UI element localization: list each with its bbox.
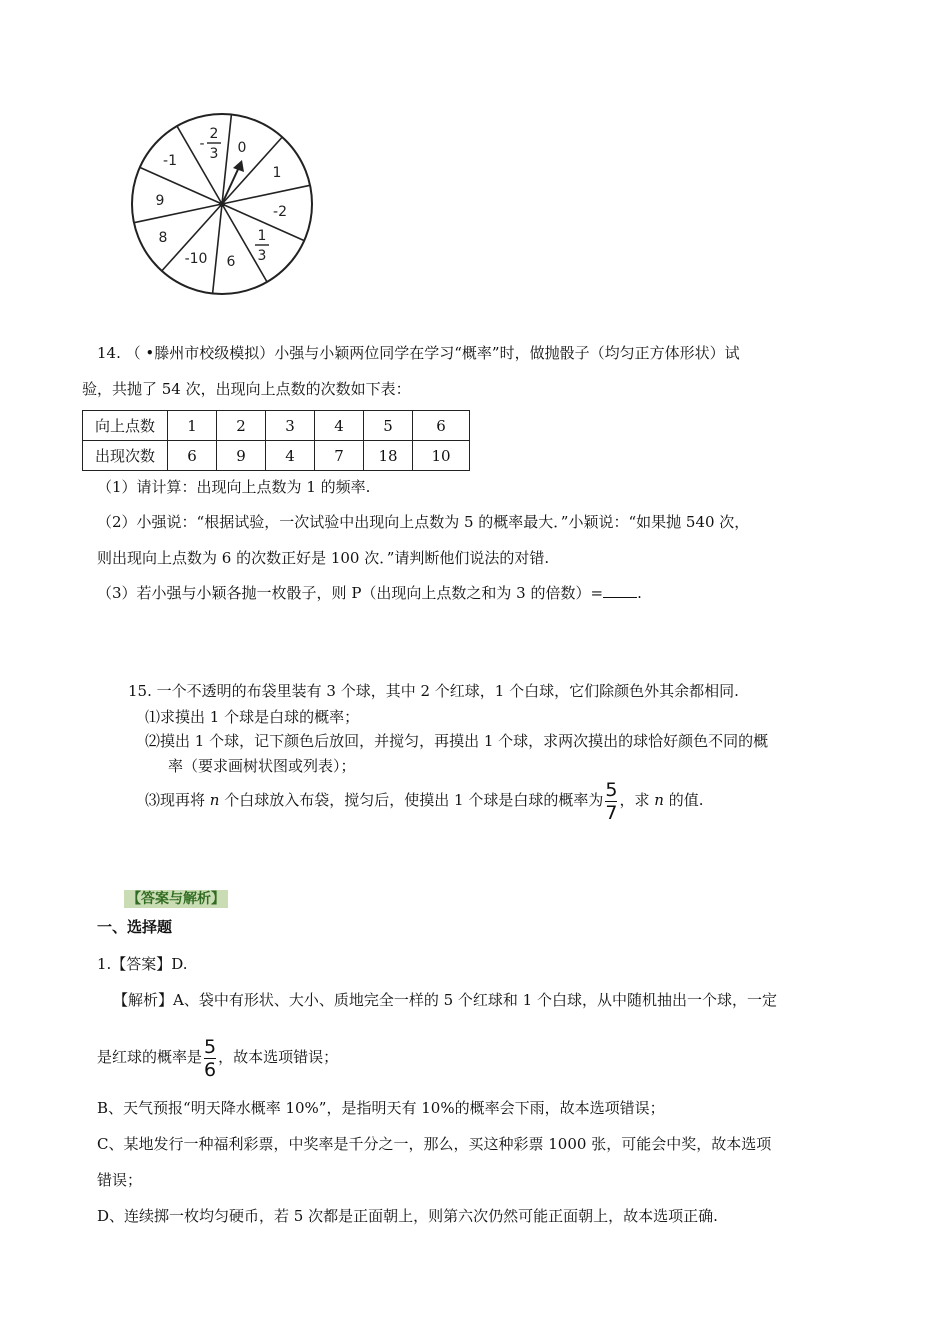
sector-label-5: -10 xyxy=(184,251,208,267)
q14-part3-end: . xyxy=(637,584,642,602)
frequency-table xyxy=(82,410,470,471)
q14-part2b: 则出现向上点数为 6 的次数正好是 100 次．”请判断他们说法的对错. xyxy=(97,549,550,567)
table-cell: 2 xyxy=(217,411,266,441)
option-d: D、连续掷一枚均匀硬币，若 5 次都是正面朝上，则第六次仍然可能正面朝上，故本选项正确. xyxy=(97,1207,718,1225)
q15-part2b: 率（要求画树状图或列表）； xyxy=(168,757,356,775)
fraction-five-sixths xyxy=(204,1037,216,1080)
q14-part3 xyxy=(97,583,642,603)
option-c-line1: C、某地发行一种福利彩票，中奖率是千分之一，那么，买这种彩票 1000 张，可能会中奖，故本选项 xyxy=(97,1135,772,1153)
q15-part3 xyxy=(145,778,703,823)
q15-line1: 15. 一个不透明的布袋里装有 3 个球，其中 2 个红球，1 个白球，它们除颜色外其余都相同. xyxy=(128,682,739,700)
fraction-denominator: 7 xyxy=(605,801,618,824)
table-cell: 6 xyxy=(413,411,470,441)
q14-line1: 14. （ •滕州市校级模拟）小强与小颖两位同学在学习“概率”时，做抛骰子（均匀正方体形状）试 xyxy=(97,344,740,362)
spinner-figure xyxy=(120,108,326,302)
sector-label-9-num: 2 xyxy=(209,126,219,142)
fraction-numerator: 5 xyxy=(204,1035,217,1058)
table-cell: 18 xyxy=(364,441,413,471)
sector-label-1: 1 xyxy=(272,165,282,181)
variable-n-2: n xyxy=(654,791,664,809)
table-cell: 7 xyxy=(315,441,364,471)
sector-label-8: -1 xyxy=(163,153,177,169)
q14-part1: （1）请计算：出现向上点数为 1 的频率. xyxy=(97,478,371,496)
q14-part3-text: （3）若小强与小颖各抛一枚骰子，则 P（出现向上点数之和为 3 的倍数）= xyxy=(97,584,604,602)
q15-part2a: ⑵摸出 1 个球，记下颜色后放回，并搅匀，再摸出 1 个球，求两次摸出的球恰好颜色不同的概 xyxy=(145,732,769,750)
table-head-counts: 出现次数 xyxy=(83,441,168,471)
option-c-line2: 错误； xyxy=(97,1171,143,1189)
q15-part1: ⑴求摸出 1 个球是白球的概率； xyxy=(145,708,360,726)
fraction-numerator: 5 xyxy=(605,778,618,801)
q14-line2: 验，共抛了 54 次，出现向上点数的次数如下表： xyxy=(82,380,411,398)
variable-n: n xyxy=(209,791,220,809)
explanation-line2-pre: 是红球的概率是 xyxy=(97,1048,203,1066)
table-row xyxy=(83,411,470,441)
sector-label-2: -2 xyxy=(273,204,287,220)
table-cell: 4 xyxy=(266,441,315,471)
sector-label-4: 6 xyxy=(226,254,236,270)
q14-part2a: （2）小强说：“根据试验，一次试验中出现向上点数为 5 的概率最大．”小颖说：“如果抛 540 次， xyxy=(97,513,750,531)
table-head-points: 向上点数 xyxy=(83,411,168,441)
explanation-line2-post: ，故本选项错误； xyxy=(218,1048,339,1066)
sector-label-3-num: 1 xyxy=(257,228,267,244)
table-cell: 10 xyxy=(413,441,470,471)
explanation-line2 xyxy=(97,1035,338,1080)
answer-1: 1.【答案】D. xyxy=(97,955,188,973)
q15-part3-pre: ⑶现再将 xyxy=(145,791,206,809)
answer-blank xyxy=(603,583,637,598)
table-cell: 4 xyxy=(315,411,364,441)
fraction-denominator: 6 xyxy=(204,1058,217,1081)
option-b: B、天气预报“明天降水概率 10%”，是指明天有 10%的概率会下雨，故本选项错误； xyxy=(97,1099,665,1117)
q15-part3-post2: 的值. xyxy=(668,791,704,809)
table-cell: 6 xyxy=(168,441,217,471)
sector-label-6: 8 xyxy=(158,230,168,246)
answers-tag xyxy=(124,888,228,908)
table-cell: 9 xyxy=(217,441,266,471)
sector-label-3-den: 3 xyxy=(257,248,267,264)
table-cell: 1 xyxy=(168,411,217,441)
fraction-five-sevenths xyxy=(605,780,617,823)
sector-label-0: 0 xyxy=(237,140,247,156)
table-cell: 3 xyxy=(266,411,315,441)
table-row xyxy=(83,441,470,471)
q15-part3-mid: 个白球放入布袋，搅匀后，使摸出 1 个球是白球的概率为 xyxy=(224,791,604,809)
sector-label-7: 9 xyxy=(155,193,165,209)
explanation-line1: 【解析】A、袋中有形状、大小、质地完全一样的 5 个红球和 1 个白球，从中随机抽出一个球，一定 xyxy=(113,991,777,1009)
table-cell: 5 xyxy=(364,411,413,441)
spinner-center xyxy=(219,201,225,207)
q15-part3-post1: ，求 xyxy=(619,791,650,809)
sector-label-9-sign: - xyxy=(199,136,205,152)
answers-tag-label: 【答案与解析】 xyxy=(124,890,228,908)
sector-label-9-den: 3 xyxy=(209,146,219,162)
section-heading: 一、选择题 xyxy=(97,918,173,936)
